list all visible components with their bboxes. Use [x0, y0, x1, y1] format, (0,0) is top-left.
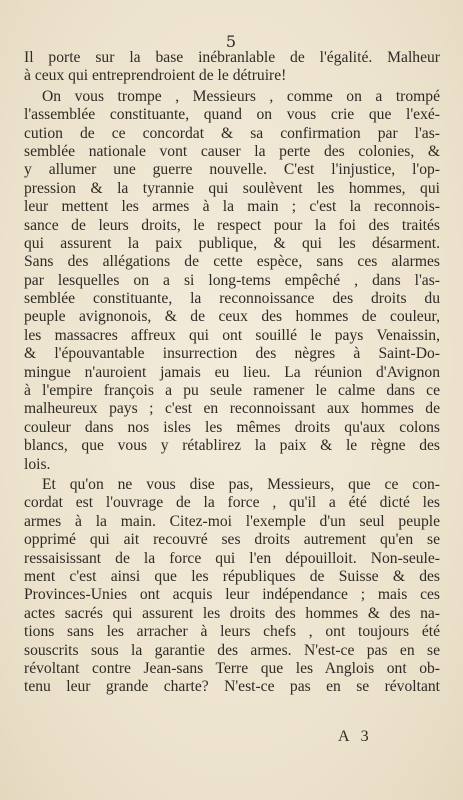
text-line: opprimé qui ait recouvré ses droits autrement qu'en se — [24, 531, 440, 549]
text-line: cordat est l'ouvrage de la force , qu'il a été dicté les — [24, 494, 440, 512]
text-line: On vous trompe , Messieurs , comme on a trompé — [42, 87, 440, 105]
body-text — [24, 49, 440, 697]
text-line: mingue n'auroient jamais eu lieu. La réunion d'Avignon — [24, 363, 440, 381]
text-line: couleur dans nos isles les mêmes droits qu'aux colons — [24, 418, 440, 436]
text-line: par lesquelles on a si long-tems empêché , dans l'as- — [24, 271, 440, 289]
text-line: à ceux qui entreprendroient de le détruire! — [24, 67, 287, 85]
text-line: tions sans les arracher à leurs chefs , ont toujours été — [24, 623, 440, 641]
text-line: malheureux pays ; c'est en reconnoissant aux hommes de — [24, 400, 440, 418]
text-line: lois. — [24, 455, 51, 473]
page-number: 5 — [225, 32, 238, 51]
text-line: Sans des allégations de cette espèce, sans ces alarmes — [24, 253, 440, 271]
text-line: sance de leurs droits, le respect pour la foi des traités — [24, 216, 440, 234]
text-line: Et qu'on ne vous dise pas, Messieurs, que ce con- — [42, 475, 440, 493]
text-line: semblée constituante, la reconnoissance des droits du — [24, 290, 440, 308]
text-line: cution de ce concordat & sa confirmation par l'as- — [24, 124, 440, 142]
text-line: les massacres affreux qui ont souillé le pays Venaissin, — [24, 326, 440, 344]
text-line: qui assurent la paix publique, & qui les désarment. — [24, 234, 440, 252]
text-line: pression & la tyrannie qui soulèvent les hommes, qui — [24, 179, 440, 197]
text-line: Il porte sur la base inébranlable de l'égalité. Malheur — [24, 49, 440, 66]
text-line: ressaisissant de la force qui l'en dépouilloit. Non-seule- — [24, 549, 440, 567]
text-line: blancs, que vous y rétablirez la paix & le règne des — [24, 437, 440, 455]
text-line: actes sacrés qui assurent les droits des hommes & des na- — [24, 604, 440, 622]
text-line: peuple avignonois, & de ceux des hommes de couleur, — [24, 308, 440, 326]
text-line: armes à la main. Citez-moi l'exemple d'un seul peuple — [24, 512, 440, 530]
text-line: leur mettent les armes à la main ; c'est la reconnois- — [24, 198, 440, 216]
text-line: Provinces-Unies ont acquis leur indépendance ; mais ces — [24, 586, 440, 604]
text-line: y allumer une guerre nouvelle. C'est l'injustice, l'op- — [24, 161, 440, 179]
signature-mark: A 3 — [338, 728, 373, 745]
text-line: & l'épouvantable insurrection des nègres à Saint-Do- — [24, 345, 440, 363]
text-line: tenu leur grande charte? N'est-ce pas en se révoltant — [24, 678, 440, 696]
text-line: ment c'est ainsi que les républiques de Suisse & des — [24, 567, 440, 585]
text-line: semblée nationale vont causer la perte des colonies, & — [24, 142, 440, 160]
text-line: l'assemblée constituante, quand on vous crie que l'exé- — [24, 106, 440, 124]
text-line: révoltant contre Jean-sans Terre que les Anglois ont ob- — [24, 659, 440, 677]
text-line: souscrits sous la garantie des armes. N'est-ce pas en se — [24, 641, 440, 659]
text-line: à l'empire françois a pu seule ramener le calme dans ce — [24, 382, 440, 400]
